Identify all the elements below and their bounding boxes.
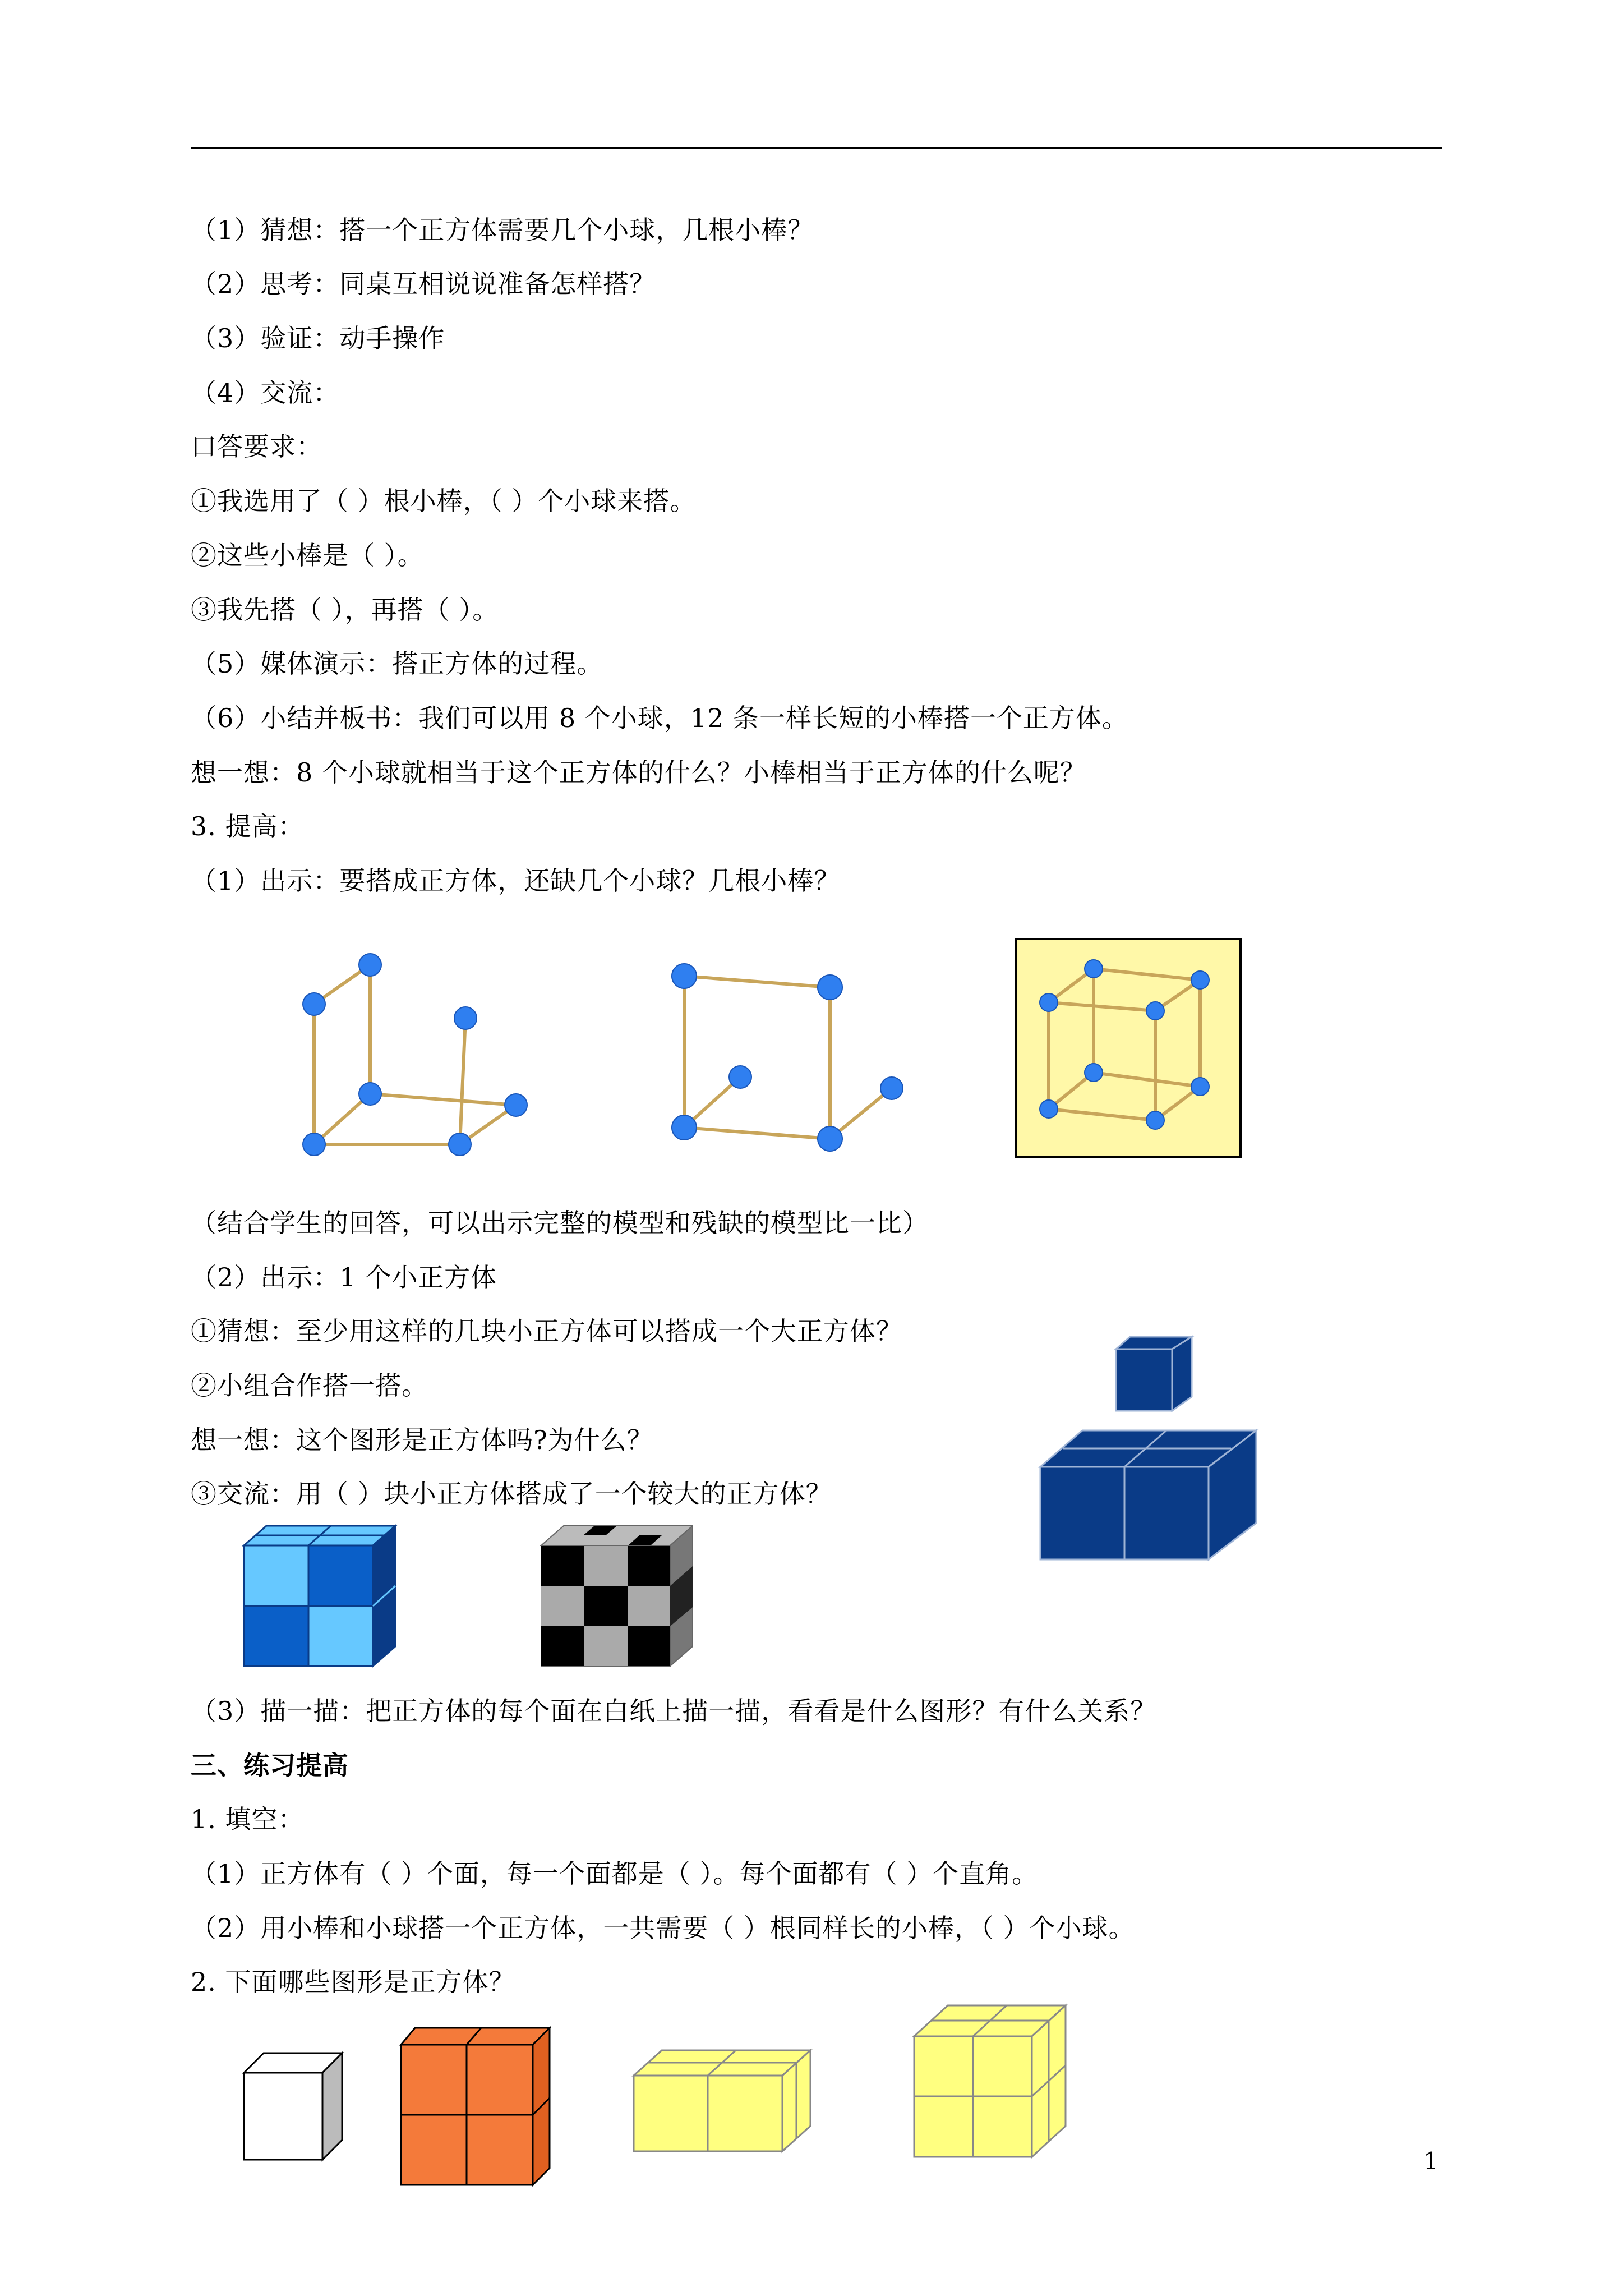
text-line: 3. 提高： [191, 811, 305, 841]
text-line: ③我先搭（ ），再搭（ ）。 [191, 595, 499, 625]
text-line: 1. 填空： [191, 1804, 305, 1834]
text-line: （1）出示：要搭成正方体，还缺几个小球？几根小棒？ [191, 866, 841, 896]
yellow-cuboid [631, 2047, 813, 2154]
text-line: （3）描一描：把正方体的每个面在白纸上描一描，看看是什么图形？有什么关系？ [191, 1696, 1157, 1726]
text-line: ②这些小棒是（ ）。 [191, 540, 424, 570]
incomplete-cube-model-1 [292, 942, 550, 1167]
text-line: 想一想：这个图形是正方体吗?为什么？ [191, 1425, 653, 1455]
text-line: ①我选用了（ ）根小棒，（ ）个小球来搭。 [191, 486, 697, 516]
complete-cube-model [1015, 938, 1242, 1158]
text-line: ③交流：用（ ）块小正方体搭成了一个较大的正方体？ [191, 1479, 832, 1509]
text-line: 想一想：8 个小球就相当于这个正方体的什么？小棒相当于正方体的什么呢？ [191, 757, 1086, 788]
text-line: ①猜想：至少用这样的几块小正方体可以搭成一个大正方体？ [191, 1316, 902, 1346]
yellow-2x2-cube [911, 2003, 1068, 2160]
text-line: （2）用小棒和小球搭一个正方体，一共需要（ ）根同样长的小棒，（ ）个小球。 [191, 1913, 1135, 1943]
text-line: （1）猜想：搭一个正方体需要几个小球，几根小棒？ [191, 215, 814, 245]
text-line: （结合学生的回答，可以出示完整的模型和残缺的模型比一比） [191, 1208, 929, 1238]
section-heading: 三、练习提高 [191, 1750, 349, 1780]
blue-2x2-cube [241, 1523, 398, 1669]
white-cube [241, 2050, 348, 2162]
navy-cuboid [1038, 1428, 1262, 1562]
text-line: ②小组合作搭一搭。 [191, 1370, 428, 1401]
text-line: 口答要求： [191, 431, 322, 462]
text-line: （2）思考：同桌互相说说准备怎样搭？ [191, 269, 656, 299]
orange-cube [398, 2025, 555, 2188]
incomplete-cube-model-2 [656, 948, 920, 1161]
text-line: （3）验证：动手操作 [191, 323, 445, 353]
header-rule [191, 147, 1442, 149]
gray-3x3-cube [538, 1523, 693, 1669]
text-line: （2）出示：1 个小正方体 [191, 1262, 497, 1292]
text-line: （5）媒体演示：搭正方体的过程。 [191, 648, 603, 679]
small-navy-cube [1113, 1335, 1197, 1414]
text-line: （1）正方体有（ ）个面，每一个面都是（ ）。每个面都有（ ）个直角。 [191, 1858, 1039, 1889]
text-line: （6）小结并板书：我们可以用 8 个小球，12 条一样长短的小棒搭一个正方体。 [191, 703, 1128, 733]
text-line: （4）交流： [191, 378, 340, 408]
text-line: 2. 下面哪些图形是正方体？ [191, 1967, 515, 1997]
page-number: 1 [1423, 2147, 1438, 2175]
